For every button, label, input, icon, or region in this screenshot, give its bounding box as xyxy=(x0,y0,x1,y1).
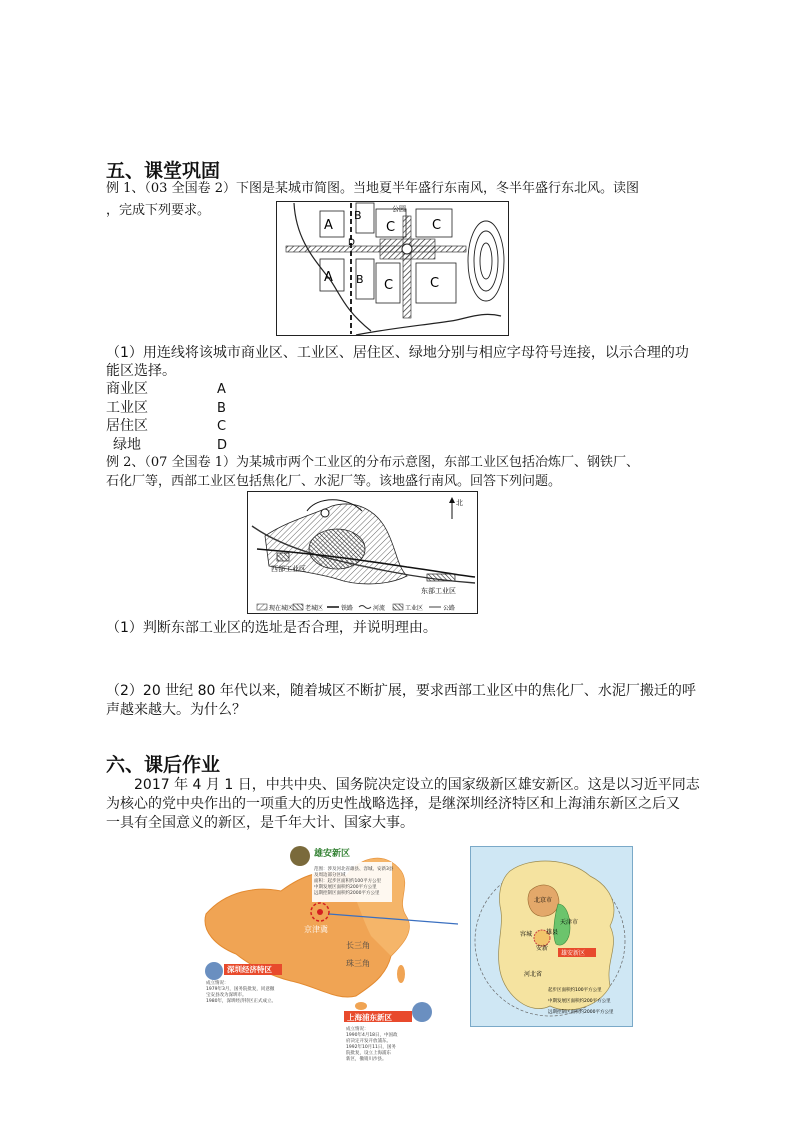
label-xiongxian: 雄县 xyxy=(546,929,559,936)
svg-text:成立情况：: 成立情况： xyxy=(346,1027,369,1032)
xiongan-region-map xyxy=(470,846,633,1027)
legend-road: 公路 xyxy=(443,605,456,612)
question2-2-line2: 声越来越大。为什么？ xyxy=(106,702,246,718)
svg-text:府决定开发开放浦东。: 府决定开发开放浦东。 xyxy=(346,1039,391,1044)
map2-east-label: 东部工业区 xyxy=(421,587,456,595)
match-area-4: 绿地 xyxy=(113,437,141,453)
svg-text:1979年3月，国务院批复，同意撤: 1979年3月，国务院批复，同意撤 xyxy=(206,987,275,992)
example1-line2: ，完成下列要求。 xyxy=(106,203,211,218)
label-hebei: 河北省 xyxy=(524,971,543,978)
china-newareas-map xyxy=(196,836,458,1062)
match-letter-1: A xyxy=(217,382,226,397)
section5-heading: 五、课堂巩固 xyxy=(106,160,221,182)
homework-paragraph-line3: 一具有全国意义的新区，是千年大计、国家大事。 xyxy=(106,815,414,831)
svg-text:A: A xyxy=(324,218,333,233)
map2-east-block xyxy=(427,574,455,581)
svg-text:范围：涉及河北省雄县、容城、安新3县: 范围：涉及河北省雄县、容城、安新3县 xyxy=(314,867,394,872)
map1-center-circle xyxy=(402,244,412,254)
section6-heading: 六、课后作业 xyxy=(106,754,221,776)
question2-1: （1）判断东部工业区的选址是否合理，并说明理由。 xyxy=(106,620,437,636)
svg-text:C: C xyxy=(432,218,442,233)
taiwan xyxy=(397,965,405,983)
map2-old-city xyxy=(309,529,365,569)
example2-line2: 石化厂等，西部工业区包括焦化厂、水泥厂等。该地盛行南风。回答下列问题。 xyxy=(106,474,562,489)
label-tianjin: 天津市 xyxy=(560,919,579,926)
match-letter-2: B xyxy=(217,401,226,416)
svg-text:1992年10月11日，国务: 1992年10月11日，国务 xyxy=(346,1045,396,1050)
match-letter-3: C xyxy=(217,419,227,434)
example2-line1: 例 2、（07 全国卷 1）为某城市两个工业区的分布示意图，东部工业区包括冶炼厂、钢铁厂、 xyxy=(106,455,639,470)
map2-west-label: 西部工业区 xyxy=(271,565,306,573)
label-csj: 长三角 xyxy=(346,941,370,950)
legend-river: 河流 xyxy=(373,605,386,612)
svg-text:远期控制区面积约2000平方公里: 远期控制区面积约2000平方公里 xyxy=(314,891,380,896)
legend3-start: 起步区面积约100平方公里 xyxy=(548,988,602,993)
svg-text:C: C xyxy=(430,276,440,291)
pudong-title: 上海浦东新区 xyxy=(347,1013,392,1022)
svg-text:B: B xyxy=(354,209,362,222)
homework-paragraph-line1: 2017 年 4 月 1 日，中共中央、国务院决定设立的国家级新区雄安新区。这是以习近平同志 xyxy=(134,777,700,793)
svg-text:D: D xyxy=(348,238,355,248)
label-beijing: 北京市 xyxy=(534,897,553,904)
pudong-photo xyxy=(412,1002,432,1022)
match-area-1: 商业区 xyxy=(106,381,148,397)
svg-text:B: B xyxy=(356,273,364,286)
svg-text:宝安县改为深圳市。: 宝安县改为深圳市。 xyxy=(206,993,247,998)
shenzhen-title: 深圳经济特区 xyxy=(227,965,272,974)
svg-text:1980年，深圳经济特区正式成立。: 1980年，深圳经济特区正式成立。 xyxy=(206,999,276,1004)
map2-west-block xyxy=(277,553,289,561)
svg-text:中期发展区面积约200平方公里: 中期发展区面积约200平方公里 xyxy=(314,885,377,890)
legend-industrial: 工业区 xyxy=(405,605,424,612)
legend-current-city: 现在城区 xyxy=(269,605,294,612)
legend3-mid: 中期发展区面积约200平方公里 xyxy=(548,999,611,1004)
map1-park-label: 公园 xyxy=(392,205,406,213)
legend-old-city: 老城区 xyxy=(305,605,324,612)
svg-text:C: C xyxy=(386,220,396,235)
example1-line1: 例 1、（03 全国卷 2）下图是某城市简图。当地夏半年盛行东南风，冬半年盛行东北风。读图 xyxy=(106,181,639,196)
label-anxin: 安新 xyxy=(536,945,549,952)
svg-text:A: A xyxy=(324,270,333,285)
hainan xyxy=(355,1002,367,1010)
svg-text:成立情况：: 成立情况： xyxy=(206,981,229,986)
legend-railway: 铁路 xyxy=(341,605,354,612)
map1-road-v xyxy=(403,216,411,318)
question2-2-line1: （2）20 世纪 80 年代以来，随着城区不断扩展，要求西部工业区中的焦化厂、水泥厂搬迁的呼 xyxy=(106,683,696,699)
question1-line1: （1）用连线将该城市商业区、工业区、居住区、绿地分别与相应字母符号连接，以示合理的功 xyxy=(106,345,689,361)
svg-text:院批复，设立上海浦东: 院批复，设立上海浦东 xyxy=(346,1051,391,1056)
svg-text:及周边部分区域: 及周边部分区域 xyxy=(314,873,346,878)
homework-paragraph-line2: 为核心的党中央作出的一项重大的历史性战略选择，是继深圳经济特区和上海浦东新区之后又 xyxy=(106,796,680,812)
city-plan-map xyxy=(276,201,509,336)
shenzhen-photo xyxy=(205,962,223,980)
svg-text:C: C xyxy=(384,278,394,293)
xiongan-title: 雄安新区 xyxy=(314,849,351,859)
svg-text:面积：起步区面积约100平方公里: 面积：起步区面积约100平方公里 xyxy=(314,879,382,884)
label-rongcheng: 容城 xyxy=(520,931,533,938)
label-xiongan: 雄安新区 xyxy=(561,950,586,957)
match-area-3: 居住区 xyxy=(106,418,148,434)
map1-road-h xyxy=(286,246,466,252)
industrial-zone-map xyxy=(247,491,478,614)
question1-line2: 能区选择。 xyxy=(106,363,176,379)
map2-north-label: 北 xyxy=(456,499,463,507)
label-jjj: 京津冀 xyxy=(304,925,328,934)
svg-text:1990年4月18日，中国政: 1990年4月18日，中国政 xyxy=(346,1033,398,1038)
match-letter-4: D xyxy=(217,438,228,453)
match-area-2: 工业区 xyxy=(106,400,148,416)
xiongan-photo xyxy=(290,846,310,866)
label-zsj: 珠三角 xyxy=(346,959,370,968)
svg-text:新区，撤销川沙县。: 新区，撤销川沙县。 xyxy=(346,1057,387,1062)
legend3-far: 远期控制区面积约2000平方公里 xyxy=(548,1010,614,1015)
